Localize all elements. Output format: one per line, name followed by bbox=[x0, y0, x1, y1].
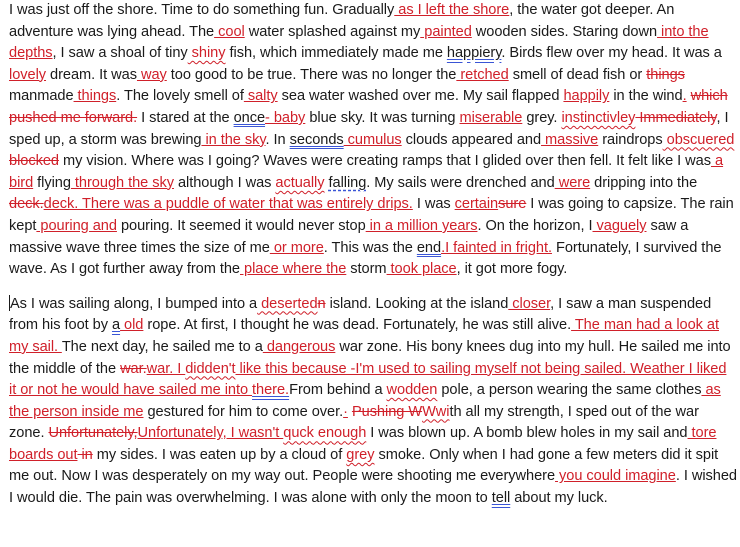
text-run: island. Looking at the island bbox=[325, 295, 509, 312]
inserted-text: vaguely bbox=[592, 217, 647, 234]
deleted-text: n bbox=[317, 295, 326, 312]
inserted-text: miserable bbox=[459, 109, 523, 126]
text-run: my vision. Where was I going? Waves were creating ramps that I glided over then fell. It felt like I was bbox=[58, 153, 711, 170]
inserted-text: dangerous bbox=[262, 338, 336, 355]
text-run: dream. It was bbox=[46, 66, 137, 83]
text-run: clouds appeared and bbox=[401, 131, 542, 148]
text-run: storm bbox=[346, 261, 387, 278]
inserted-text: certain bbox=[454, 196, 499, 213]
text-run: The next day, he sailed me to a bbox=[61, 338, 263, 355]
grammar-flagged-text: tell bbox=[491, 490, 511, 507]
inserted-text: way bbox=[136, 66, 167, 83]
inserted-text: painted bbox=[420, 23, 472, 40]
text-run: , it got more fogy. bbox=[456, 261, 568, 278]
inserted-text: pouring and bbox=[36, 217, 117, 234]
inserted-text: place where the bbox=[240, 261, 347, 278]
text-run: As I was sailing along, I bumped into a bbox=[10, 295, 258, 312]
text-run: pouring. It seemed it would never stop bbox=[116, 217, 366, 234]
text-run: dripping into the bbox=[590, 174, 698, 191]
text-run: grey. bbox=[522, 109, 562, 126]
inserted-text: lovely bbox=[9, 66, 47, 83]
text-run: . Birds flew over my head. It was a bbox=[501, 45, 722, 62]
deleted-text: war. bbox=[120, 360, 147, 377]
text-run: . My sails were drenched and bbox=[366, 174, 555, 191]
text-run: I was going to capsize. The rain kept bbox=[9, 196, 734, 234]
text-run: th all my strength, I sped out of the war zone. bbox=[9, 403, 699, 442]
text-run: . This was the bbox=[323, 239, 417, 256]
document-body bbox=[9, 0, 737, 510]
grammar-flagged-text: happiery bbox=[446, 45, 502, 62]
inserted-text: Unfortunately, I wasn't bbox=[137, 425, 284, 442]
text-run: manmade bbox=[9, 88, 74, 105]
grammar-flagged-text: a bbox=[111, 317, 121, 334]
text-run: rope. At first, I thought he was dead. Fortunately, he was still alive. bbox=[143, 317, 572, 334]
text-run: , I sped up, a storm was brewing bbox=[9, 109, 729, 148]
inserted-text: closer bbox=[508, 295, 551, 312]
text-run: I was blown up. A bomb blew holes in my sail and bbox=[366, 425, 688, 442]
misspelled-inserted-text: shiny bbox=[187, 45, 226, 62]
text-run: smell of dead fish or bbox=[508, 66, 647, 83]
deleted-text: Pushing W bbox=[351, 403, 423, 420]
inserted-text: tore boards out bbox=[9, 425, 717, 463]
misspelled-inserted-text: obscuered bbox=[662, 131, 735, 148]
deleted-text: Unfortunately, bbox=[48, 425, 138, 442]
misspelled-inserted-text: wodden bbox=[386, 382, 438, 399]
inserted-text: retched bbox=[456, 66, 509, 83]
text-run: Fortunately, I survived the wave. As I got further away from the bbox=[9, 239, 722, 278]
text-run: I was just off the shore. Time to do something fun. Gradually bbox=[9, 2, 395, 18]
inserted-text: cool bbox=[214, 23, 245, 40]
text-run: saw a massive wave three times the size of me bbox=[9, 217, 689, 256]
text-run: flying bbox=[33, 174, 71, 191]
misspelled-inserted-text: didden't bbox=[185, 360, 236, 377]
text-run: I was bbox=[412, 196, 455, 213]
inserted-text: old bbox=[120, 317, 144, 334]
inserted-text: salty bbox=[243, 88, 278, 105]
text-run: too good to be true. There was no longer the bbox=[166, 66, 457, 83]
deleted-text: things bbox=[646, 66, 685, 83]
inserted-text: things bbox=[73, 88, 117, 105]
deleted-text: blocked bbox=[9, 153, 59, 170]
inserted-text: were bbox=[554, 174, 591, 191]
text-run: pole, a person wearing the same clothes bbox=[437, 382, 702, 399]
text-run: gestured for him to come over. bbox=[143, 403, 344, 420]
inserted-text: into the depths bbox=[9, 23, 709, 62]
inserted-text: - baby bbox=[265, 109, 306, 126]
inserted-text: in a million years bbox=[365, 217, 478, 234]
text-run: about my luck. bbox=[510, 490, 608, 507]
inserted-text: war. I bbox=[146, 360, 186, 377]
text-run: although I was bbox=[173, 174, 276, 191]
inserted-text: · bbox=[343, 403, 348, 420]
text-run: blue sky. It was turning bbox=[305, 109, 460, 126]
inserted-text: as I left the shore bbox=[394, 2, 510, 18]
grammar-flagged-text: end bbox=[416, 239, 442, 256]
inserted-text: or more bbox=[269, 239, 324, 256]
inserted-text: happily bbox=[563, 88, 610, 105]
deleted-text: Immediately bbox=[635, 109, 717, 126]
deleted-text: sure bbox=[498, 196, 527, 213]
deleted-text: deck. bbox=[9, 196, 44, 213]
misspelled-inserted-text: instinctivley bbox=[561, 109, 636, 126]
inserted-text: took place bbox=[386, 261, 457, 278]
paragraph-1 bbox=[9, 0, 737, 281]
text-run: sea water washed over me. My sail flapped bbox=[277, 88, 564, 105]
paragraph-2 bbox=[9, 294, 737, 510]
text-run: in the wind bbox=[609, 88, 683, 105]
inserted-text: as the person inside me bbox=[9, 382, 721, 420]
grammar-flagged-text: falling bbox=[328, 174, 367, 191]
text-run: From behind a bbox=[289, 382, 387, 399]
text-run: my sides. I was eaten up by a cloud of bbox=[92, 446, 347, 463]
grammar-flagged-inserted-text: there. bbox=[252, 382, 290, 399]
inserted-text: like this because -I'm used to sailing myself not being sailed. Weather I liked it or not he would have sailed me into bbox=[9, 360, 727, 399]
inserted-text: cumulus bbox=[343, 131, 402, 148]
grammar-flagged-text: once bbox=[233, 109, 266, 126]
text-run: I stared at the bbox=[137, 109, 234, 126]
misspelled-inserted-text: Wwi bbox=[422, 403, 450, 420]
text-run: war zone. His bony knees dug into my hull. He sailed me into the middle of the bbox=[9, 338, 731, 377]
inserted-text: massive bbox=[541, 131, 599, 148]
inserted-text: in the sky bbox=[201, 131, 266, 148]
inserted-text: deck. There was a puddle of water that was entirely drips. bbox=[43, 196, 413, 213]
inserted-text: a bird bbox=[9, 153, 724, 191]
inserted-text: through the sky bbox=[70, 174, 174, 191]
text-run: . I wished I would die. The pain was overwhelming. I was alone with only the moon to bbox=[9, 468, 737, 507]
inserted-text: The man had a look at my sail. bbox=[9, 317, 719, 355]
text-run: wooden sides. Staring down bbox=[471, 23, 658, 40]
text-run: raindrops bbox=[598, 131, 663, 148]
inserted-text: .I fainted in fright. bbox=[441, 239, 552, 256]
inserted-text: you could imagine bbox=[555, 468, 676, 485]
text-run: , I saw a shoal of tiny bbox=[52, 45, 188, 62]
text-run: water splashed against my bbox=[244, 23, 421, 40]
deleted-text: which pushed me forward. bbox=[9, 88, 728, 126]
misspelled-inserted-text: actually bbox=[275, 174, 325, 191]
text-run: smoke. Only when I had gone a few meters did it spit me out. Now I was desperately on my way out. People were shooting me everywhere bbox=[9, 446, 719, 485]
text-run: . In bbox=[265, 131, 290, 148]
misspelled-inserted-text: deserted bbox=[257, 295, 318, 312]
text-run: . The lovely smell of bbox=[116, 88, 244, 105]
text-run: , the water got deeper. An adventure was lying ahead. The bbox=[9, 2, 675, 40]
text-run: , I saw a man suspended from his foot by bbox=[9, 295, 712, 334]
misspelled-inserted-text: quck enough bbox=[283, 425, 367, 442]
inserted-text: . bbox=[682, 88, 687, 105]
grammar-flagged-text: seconds bbox=[289, 131, 344, 148]
text-run: fish, which immediately made me bbox=[225, 45, 447, 62]
deleted-text: in bbox=[77, 446, 93, 463]
text-run: . On the horizon, I bbox=[477, 217, 593, 234]
misspelled-inserted-text: grey bbox=[346, 446, 375, 463]
